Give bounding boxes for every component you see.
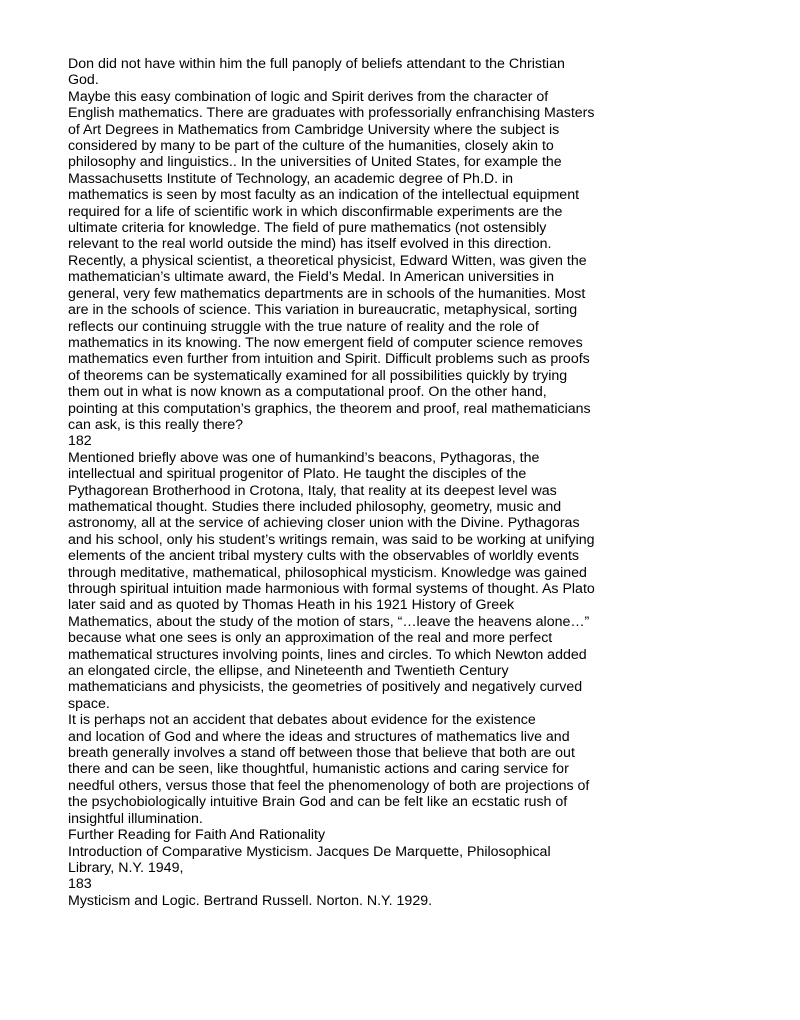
document-page	[68, 56, 648, 909]
text-line: needful others, versus those that feel the phenomenology of both are projections of	[68, 777, 590, 794]
text-line: elements of the ancient tribal mystery cults with the observables of worldly events	[68, 548, 579, 565]
text-line: are in the schools of science. This variation in bureaucratic, metaphysical, sorting	[68, 302, 578, 319]
text-line: philosophy and linguistics.. In the universities of United States, for example the	[68, 154, 562, 171]
text-line: mathematics even further from intuition and Spirit. Difficult problems such as proofs	[68, 351, 590, 368]
text-line: of Art Degrees in Mathematics from Cambridge University where the subject is	[68, 121, 560, 138]
text-line: later said and as quoted by Thomas Heath in his 1921 History of Greek	[68, 597, 515, 614]
text-line: Maybe this easy combination of logic and Spirit derives from the character of	[68, 88, 549, 105]
text-line: an elongated circle, the ellipse, and Nineteenth and Twentieth Century	[68, 663, 509, 680]
text-line: Mentioned briefly above was one of humankind’s beacons, Pythagoras, the	[68, 449, 540, 466]
text-line: through meditative, mathematical, philosophical mysticism. Knowledge was gained	[68, 564, 587, 581]
text-line: mathematical thought. Studies there included philosophy, geometry, music and	[68, 498, 562, 515]
text-line: mathematicians and physicists, the geometries of positively and negatively curved	[68, 679, 583, 696]
reference-line: Introduction of Comparative Mysticism. Jacques De Marquette, Philosophical	[68, 843, 551, 860]
text-line: insightful illumination.	[68, 810, 203, 827]
text-line: because what one sees is only an approximation of the real and more perfect	[68, 630, 553, 647]
text-line: space.	[68, 695, 110, 712]
text-line: there and can be seen, like thoughtful, humanistic actions and caring service for	[68, 761, 569, 778]
text-line: and location of God and where the ideas and structures of mathematics live and	[68, 728, 570, 745]
text-line: mathematics in its knowing. The now emergent field of computer science removes	[68, 334, 583, 351]
text-line: through spiritual intuition made harmonious with formal systems of thought. As Plato	[68, 581, 595, 597]
text-line: ultimate criteria for knowledge. The field of pure mathematics (not ostensibly	[68, 220, 547, 237]
text-line: Pythagorean Brotherhood in Crotona, Italy, that reality at its deepest level was	[68, 482, 557, 499]
text-line: them out in what is now known as a computational proof. On the other hand,	[68, 384, 547, 401]
text-line: Recently, a physical scientist, a theoretical physicist, Edward Witten, was given the	[68, 252, 587, 269]
text-line: of theorems can be systematically examined for all possibilities quickly by trying	[68, 367, 568, 384]
text-line: God.	[68, 72, 99, 89]
text-line: relevant to the real world outside the mind) has itself evolved in this direction.	[68, 236, 552, 253]
section-heading: Further Reading for Faith And Rationality	[68, 827, 326, 844]
text-line: Mathematics, about the study of the motion of stars, “…leave the heavens alone…”	[68, 613, 590, 630]
text-line: intellectual and spiritual progenitor of Plato. He taught the disciples of the	[68, 466, 527, 483]
text-line: pointing at this computation’s graphics, the theorem and proof, real mathematicians	[68, 400, 591, 417]
reference-line: Mysticism and Logic. Bertrand Russell. Norton. N.Y. 1929.	[68, 892, 433, 909]
text-line: astronomy, all at the service of achieving closer union with the Divine. Pythagoras	[68, 515, 580, 532]
text-line: and his school, only his student’s writings remain, was said to be working at unifying	[68, 531, 595, 548]
text-line: breath generally involves a stand off between those that believe that both are out	[68, 745, 575, 762]
text-line: general, very few mathematics departments are in schools of the humanities. Most	[68, 285, 586, 302]
reference-line: Library, N.Y. 1949,	[68, 859, 184, 876]
text-line: mathematician’s ultimate award, the Field’s Medal. In American universities in	[68, 269, 555, 286]
text-line: reflects our continuing struggle with the true nature of reality and the role of	[68, 318, 539, 335]
text-line: It is perhaps not an accident that debates about evidence for the existence	[68, 712, 536, 729]
text-line: Massachusetts Institute of Technology, an academic degree of Ph.D. in	[68, 170, 514, 187]
page-number: 183	[68, 876, 92, 893]
text-line: can ask, is this really there?	[68, 416, 244, 433]
text-line: required for a life of scientific work in which disconfirmable experiments are the	[68, 203, 563, 220]
text-line: English mathematics. There are graduates with professorially enfranchising Masters	[68, 105, 595, 122]
text-line: mathematical structures involving points, lines and circles. To which Newton added	[68, 646, 587, 663]
text-line: mathematics is seen by most faculty as an indication of the intellectual equipment	[68, 187, 580, 204]
text-line: the psychobiologically intuitive Brain God and can be felt like an ecstatic rush of	[68, 794, 568, 811]
text-line: Don did not have within him the full panoply of beliefs attendant to the Christian	[68, 56, 565, 72]
page-number: 182	[68, 433, 92, 450]
text-line: considered by many to be part of the culture of the humanities, closely akin to	[68, 138, 554, 155]
